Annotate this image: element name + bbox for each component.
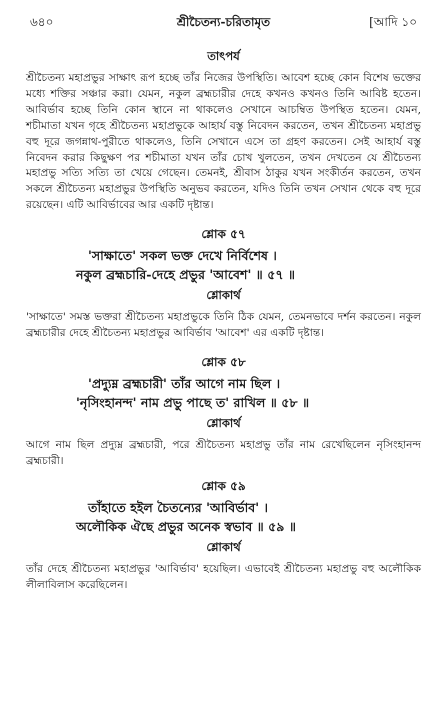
sloka-label: শ্লোক ৫৭ [201, 227, 246, 242]
verse-line-1: 'প্রদ্যুম্ন ব্রহ্মচারী' তাঁর আগে নাম ছিল । [88, 375, 281, 391]
purport-paragraph: শ্রীচৈতন্য মহাপ্রভুর সাক্ষাৎ রূপ হচ্ছে তাঁর নিজের উপস্থিতি। আবেশ হচ্ছে কোন বিশেষ ভক্তের মধ্যে শক্তির সঞ্চার করা। যেমন, নকুল ব্রহ্মচারীর দেহে কখনও কখনও তিনি আবিষ্ট হতেন। আবির্ভাব হচ্ছে তিনি কোন স্থানে না থাকলেও সেখানে আচম্বিত উপস্থিত হতেন। যেমন, শচীমাতা যখন গৃহে শ্রীচৈতন্য মহাপ্রভুকে আহার্য বস্তু নিবেদন করতেন, তখন শ্রীচৈতন্য মহাপ্রভু বহু দূরে জগন্নাথ-পুরীতে থাকলেও, তিনি সেখানে এসে তা গ্রহণ করতেন। সেই আহার্য বস্তু নিবেদন করার কিছুক্ষণ পর শচীমাতা যখন তাঁর চোখ খুলতেন, তখন দেখতেন যে শ্রীচৈতন্য মহাপ্রভু সত্যি সত্যি তা খেয়ে গেছেন। তেমনই, শ্রীবাস ঠাকুর যখন সংকীর্তন করতেন, তখন সকলে শ্রীচৈতন্য মহাপ্রভুর উপস্থিতি অনুভব করতেন, যদিও তিনি তখন সেখান থেকে বহু দূরে রয়েছেন। এটি আবির্ভাবের আর একটি দৃষ্টান্ত। [26, 72, 421, 212]
book-title: শ্রীচৈতন্য-চরিতামৃত [176, 15, 271, 29]
sloka-58 [26, 354, 421, 470]
verse-line-2: নকুল ব্রহ্মচারি-দেহে প্রভুর 'আবেশ' ॥ ৫৭ ॥ [76, 267, 296, 283]
page-header [26, 0, 421, 48]
verse-line-1: 'সাক্ষাতে' সকল ভক্ত দেখে নির্বিশেষ । [88, 248, 277, 264]
translation-paragraph: তাঁর দেহে শ্রীচৈতন্য মহাপ্রভুর 'আবির্ভাব' হয়েছিল। এভাবেই শ্রীচৈতন্য মহাপ্রভু বহু অলৌকিক লীলাবিলাস করেছিলেন। [26, 562, 421, 591]
sloka-57 [26, 226, 421, 342]
translation-paragraph: আগে নাম ছিল প্রদ্যুম্ন ব্রহ্মচারী, পরে শ্রীচৈতন্য মহাপ্রভু তাঁর নাম রেখেছিলেন নৃসিংহানন্দ ব্রহ্মচারী। [26, 438, 421, 467]
purport-heading: তাৎপর্য [207, 49, 240, 63]
translation-paragraph: 'সাক্ষাতে' সমস্ত ভক্তরা শ্রীচৈতন্য মহাপ্রভুকে তিনি ঠিক যেমন, তেমনভাবে দর্শন করতেন। নকুল ব্রহ্মচারীর দেহে শ্রীচৈতন্য মহাপ্রভুর আবির্ভাব 'আবেশ' এর একটি দৃষ্টান্ত। [26, 311, 421, 340]
verse-line-1: তাঁহাতে হইল চৈতন্যের 'আবির্ভাব' । [88, 499, 269, 515]
sloka-59 [26, 478, 421, 594]
sloka-label: শ্লোক ৫৯ [201, 478, 246, 493]
translation-heading: শ্লোকার্থ [206, 415, 241, 430]
verse-line-2: অলৌকিক ঐছে প্রভুর অনেক স্বভাব ॥ ৫৯ ॥ [76, 518, 296, 534]
chapter-section: [আদি ১০ [369, 15, 417, 29]
verse-line-2: 'নৃসিংহানন্দ' নাম প্রভু পাছে ত' রাখিল ॥ ৫৮ ॥ [76, 394, 310, 410]
page-number: ৬৪০ [30, 15, 54, 29]
sloka-label: শ্লোক ৫৮ [201, 354, 246, 369]
translation-heading: শ্লোকার্থ [206, 539, 241, 554]
translation-heading: শ্লোকার্থ [206, 288, 241, 303]
